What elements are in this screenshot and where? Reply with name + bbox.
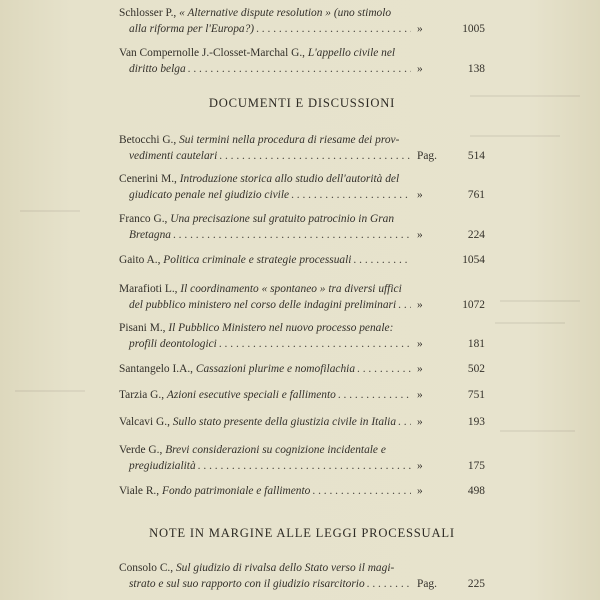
toc-entry [119,132,485,164]
toc-entry [119,5,485,37]
toc-entry [119,414,485,430]
entry-page-number: 761 [467,189,485,201]
entry-page-number: 224 [467,229,485,241]
entry-author: Schlosser P., [119,7,180,19]
entry-page-prefix: » [417,485,423,497]
entry-page-prefix: » [417,460,423,472]
entry-title: Azioni esecutive speciali e fallimento [166,389,336,401]
entry-author: Van Compernolle J.-Closset-Marchal G., [119,47,308,59]
entry-author: Franco G., [119,213,171,225]
entry-page-number: 1054 [462,254,485,266]
entry-title: Il coordinamento « spontaneo » tra diversi uffici [180,283,402,295]
toc-entry [119,483,485,499]
toc-entry [119,281,485,313]
entry-page-prefix: Pag. [417,150,437,162]
entry-title-cont: diritto belga [129,63,186,75]
entry-author: Cenerini M., [119,173,180,185]
entry-line-1 [119,45,485,61]
entry-author: Santangelo I.A., [119,363,196,375]
entry-page-number: 193 [467,416,485,428]
entry-title: Fondo patrimoniale e fallimento [161,485,311,497]
toc-entry [119,442,485,474]
entry-page-prefix: » [417,229,423,241]
entry-page-number: 181 [467,338,485,350]
entry-title: Politica criminale e strategie processuali [163,254,352,266]
dot-leader [357,361,411,377]
entry-title: Sul giudizio di rivalsa dello Stato verso il magi- [175,562,395,574]
entry-title: « Alternative dispute resolution » (uno stimolo [179,7,392,19]
entry-title: Il Pubblico Ministero nel nuovo processo penale: [168,322,394,334]
dot-leader [353,252,411,268]
dot-leader [338,387,411,403]
entry-page-number: 514 [467,150,485,162]
entry-title: Sui termini nella procedura di riesame dei prov- [179,134,400,146]
entry-title-cont: strato e sul suo rapporto con il giudizio risarcitorio [129,578,365,590]
dot-leader [198,458,411,474]
toc-entry [119,211,485,243]
entry-author: Consolo C., [119,562,176,574]
entry-page-number: 1005 [462,23,485,35]
entry-line-1 [119,5,485,21]
entry-line-2 [119,21,485,37]
toc-entry [119,361,485,377]
section-heading: DOCUMENTI E DISCUSSIONI [208,96,396,110]
entry-author: Gaito A., [119,254,164,266]
dot-leader [256,21,411,37]
entry-title: Sullo stato presente della giustizia civile in Italia [172,416,397,428]
entry-page-number: 138 [467,63,485,75]
dot-leader [219,336,411,352]
entry-title: Introduzione storica allo studio dell'autorità del [179,173,400,185]
entry-title-cont: pregiudizialità [129,460,196,472]
dot-leader [398,414,411,430]
entry-page-number: 498 [467,485,485,497]
entry-title: L'appello civile nel [307,47,396,59]
entry-author: Verde G., [119,444,166,456]
entry-title-cont: del pubblico ministero nel corso delle indagini preliminari [129,299,397,311]
dot-leader [219,148,411,164]
dot-leader [188,61,411,77]
entry-line-2 [119,61,485,77]
toc-entry [119,45,485,77]
entry-page-prefix: » [417,23,423,35]
toc-entry [119,320,485,352]
section-heading: NOTE IN MARGINE ALLE LEGGI PROCESSUALI [149,526,455,540]
entry-title-cont: Bretagna [129,229,171,241]
entry-author: Valcavi G., [119,416,173,428]
entry-title-cont: vedimenti cautelari [129,150,218,162]
toc-entry [119,252,485,268]
dot-leader [398,297,411,313]
entry-title: Cassazioni plurime e nomofilachia [195,363,356,375]
entry-title-cont: profili deontologici [129,338,217,350]
entry-page-number: 751 [467,389,485,401]
toc-entry [119,171,485,203]
entry-page-prefix: Pag. [417,578,437,590]
entry-title: Una precisazione sul gratuito patrocinio in Gran [170,213,395,225]
dot-leader [312,483,411,499]
entry-page-number: 502 [467,363,485,375]
entry-page-number: 225 [467,578,485,590]
entry-page-prefix: » [417,189,423,201]
entry-page-prefix: » [417,338,423,350]
entry-page-prefix: » [417,63,423,75]
entry-author: Tarzia G., [119,389,167,401]
entry-page-prefix: » [417,363,423,375]
toc-entry [119,560,485,592]
toc-entry [119,387,485,403]
entry-author: Marafioti L., [119,283,181,295]
entry-title: Brevi considerazioni su cognizione incidentale e [165,444,386,456]
dot-leader [173,227,411,243]
entry-page-number: 175 [467,460,485,472]
entry-author: Viale R., [119,485,162,497]
dot-leader [367,576,411,592]
entry-page-prefix: » [417,416,423,428]
entry-page-prefix: » [417,389,423,401]
entry-page-number: 1072 [462,299,485,311]
entry-page-prefix: » [417,299,423,311]
entry-title-cont: giudicato penale nel giudizio civile [129,189,290,201]
dot-leader [291,187,411,203]
entry-title-cont: alla riforma per l'Europa?) [129,23,255,35]
entry-author: Betocchi G., [119,134,180,146]
entry-author: Pisani M., [119,322,169,334]
